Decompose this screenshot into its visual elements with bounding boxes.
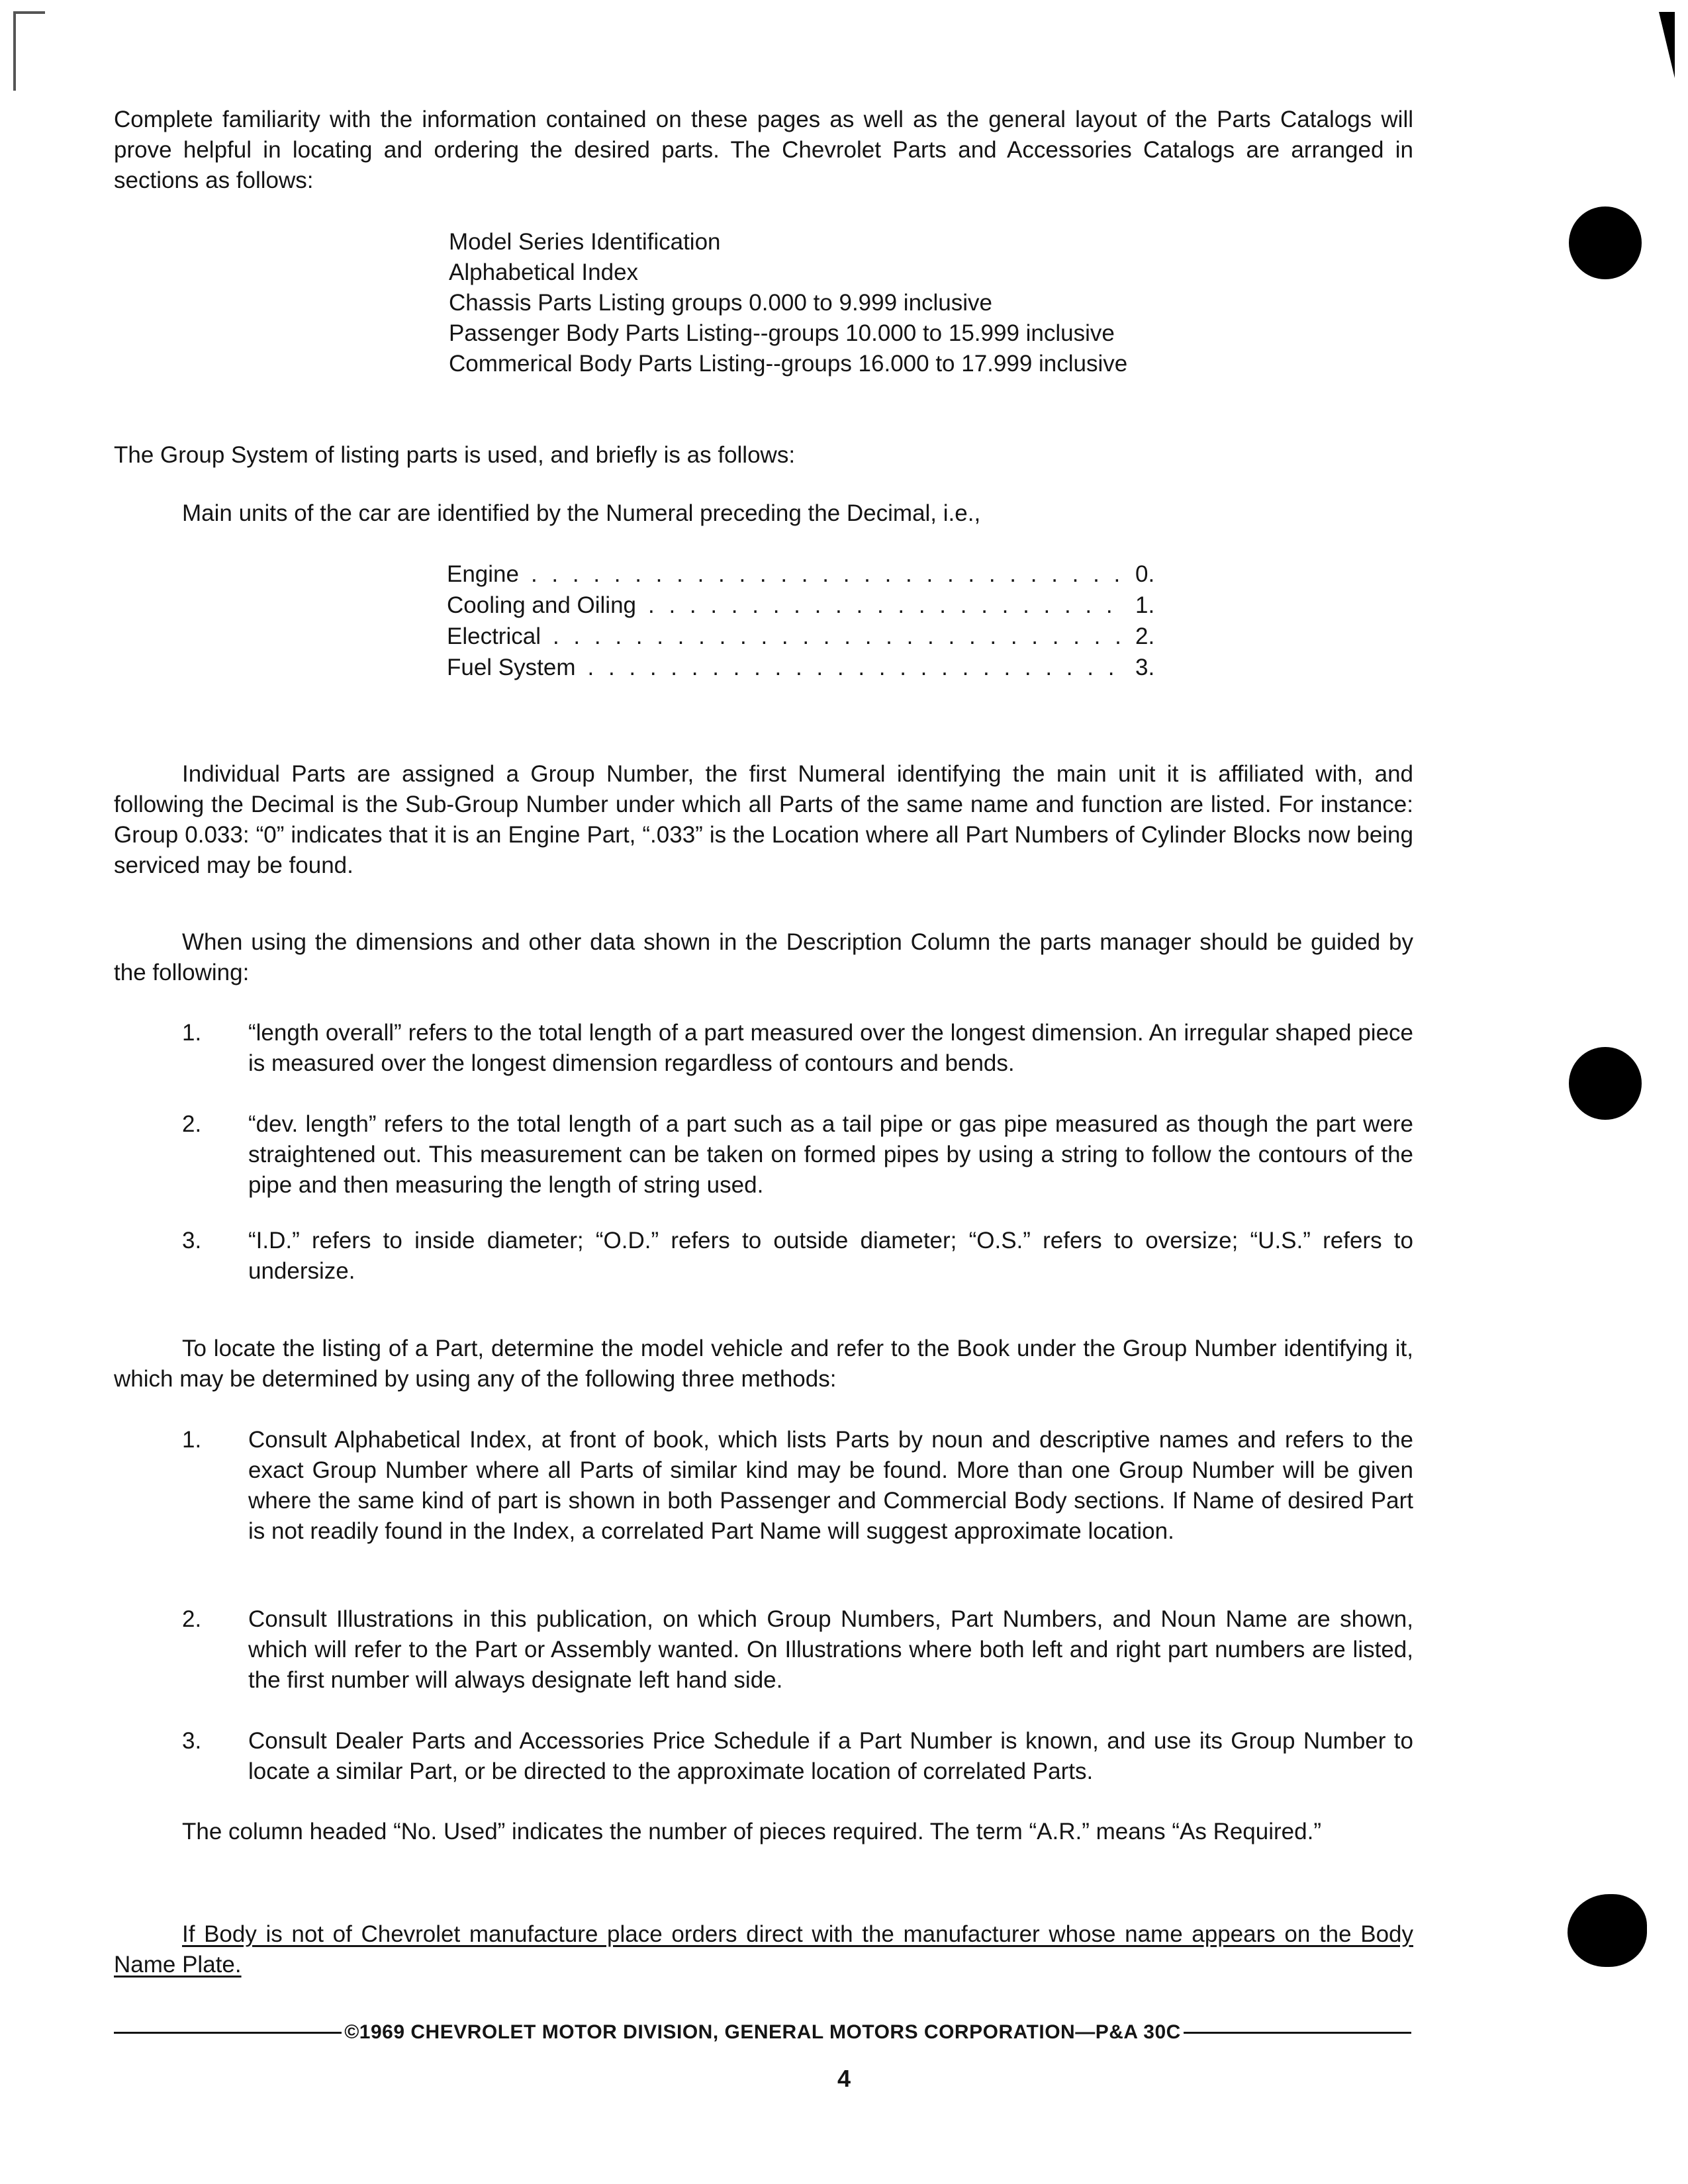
main-unit-name: Engine [447, 561, 519, 587]
group-system-intro: The Group System of listing parts is used, and briefly is as follows: [114, 442, 796, 468]
section-item: Chassis Parts Listing groups 0.000 to 9.999 inclusive [449, 290, 993, 316]
dot-leader [553, 621, 1126, 652]
locate-method-item [182, 1425, 1413, 1547]
main-unit-row [447, 653, 1162, 684]
main-unit-row [447, 559, 1162, 590]
locate-intro: To locate the listing of a Part, determine the model vehicle and refer to the Book under the Group Number identifying it, which may be determined by using any of the following three methods: [114, 1336, 1413, 1392]
scan-corner-mark [13, 11, 16, 91]
list-text: Consult Alphabetical Index, at front of book, which lists Parts by noun and descriptive names and refers to the exact Group Number where all Parts of similar kind may be found. More than one Group Number will be given where the same kind of part is shown in both Passenger and Commercial Body sections. If Name of desired Part is not readily found in the Index, a correlated Part Name will suggest approximate location. [248, 1427, 1413, 1544]
catalog-sections-list [449, 227, 1127, 379]
dimension-rule-item [182, 1018, 1413, 1079]
dot-leader [648, 590, 1126, 621]
dot-leader [531, 559, 1126, 590]
main-unit-number: 1. [1135, 592, 1155, 618]
dimensions-intro: When using the dimensions and other data shown in the Description Column the parts manager should be guided by the following: [114, 929, 1413, 985]
list-text: Consult Illustrations in this publication, on which Group Numbers, Part Numbers, and Noun Name are shown, which will refer to the Part or Assembly wanted. On Illustrations where both left and right part numbers are listed, the first number will always designate left hand side. [248, 1606, 1413, 1693]
section-item: Alphabetical Index [449, 259, 639, 285]
main-unit-name: Fuel System [447, 655, 576, 680]
main-units-table [447, 559, 1162, 684]
section-item: Model Series Identification [449, 229, 721, 255]
individual-parts-paragraph: Individual Parts are assigned a Group Number, the first Numeral identifying the main unit it is affiliated with, and following the Decimal is the Sub-Group Number under which all Parts of the same name and function are listed. For instance: Group 0.033: “0” indicates that it is an Engine Part, “.033” is the Location where all Part Numbers of Cylinder Blocks now being serviced may be found. [114, 761, 1413, 878]
dimension-rule-item [182, 1109, 1413, 1201]
locate-method-item [182, 1726, 1413, 1787]
section-item: Commerical Body Parts Listing--groups 16.000 to 17.999 inclusive [449, 351, 1128, 377]
main-units-intro: Main units of the car are identified by the Numeral preceding the Decimal, i.e., [182, 500, 981, 526]
list-text: “I.D.” refers to inside diameter; “O.D.” refers to outside diameter; “O.S.” refers to oversize; “U.S.” refers to undersize. [248, 1228, 1413, 1284]
no-used-paragraph: The column headed “No. Used” indicates the number of pieces required. The term “A.R.” means “As Required.” [182, 1819, 1321, 1844]
list-number: 2. [182, 1111, 202, 1137]
list-text: “length overall” refers to the total length of a part measured over the longest dimension. An irregular shaped piece is measured over the longest dimension regardless of contours and bends. [248, 1020, 1413, 1076]
footer-rule [1184, 2032, 1411, 2034]
list-number: 3. [182, 1728, 202, 1754]
main-unit-number: 2. [1135, 623, 1155, 649]
locate-method-item [182, 1604, 1413, 1696]
list-text: “dev. length” refers to the total length of a part such as a tail pipe or gas pipe measured as though the part were straightened out. This measurement can be taken on formed pipes by using a string to follow the contours of the pipe and then measuring the length of string used. [248, 1111, 1413, 1198]
scan-edge-mark [1643, 12, 1675, 78]
intro-paragraph: Complete familiarity with the information contained on these pages as well as the general layout of the Parts Catalogs will prove helpful in locating and ordering the desired parts. The Chevrolet Parts and Accessories Catalogs are arranged in sections as follows: [114, 107, 1413, 193]
list-number: 3. [182, 1228, 202, 1253]
dot-leader [588, 653, 1127, 683]
main-unit-number: 3. [1135, 655, 1155, 680]
binder-hole [1569, 1047, 1642, 1120]
main-unit-name: Cooling and Oiling [447, 592, 637, 618]
binder-hole [1569, 206, 1642, 279]
list-number: 1. [182, 1020, 202, 1046]
binder-hole [1568, 1894, 1647, 1967]
dimension-rule-item [182, 1226, 1413, 1287]
main-unit-row [447, 590, 1162, 621]
copyright-footer [114, 2017, 1411, 2048]
page-number: 4 [837, 2065, 851, 2092]
main-unit-number: 0. [1135, 561, 1155, 587]
list-number: 2. [182, 1606, 202, 1632]
list-number: 1. [182, 1427, 202, 1453]
scan-corner-mark [13, 11, 45, 14]
main-unit-row [447, 621, 1162, 653]
body-note: If Body is not of Chevrolet manufacture place orders direct with the manufacturer whose name appears on the Body Name Plate. [114, 1921, 1413, 1978]
copyright-text: ©1969 CHEVROLET MOTOR DIVISION, GENERAL MOTORS CORPORATION—P&A 30C [344, 2021, 1181, 2043]
footer-rule [114, 2032, 342, 2034]
list-text: Consult Dealer Parts and Accessories Price Schedule if a Part Number is known, and use its Group Number to locate a similar Part, or be directed to the approximate location of correlated Parts. [248, 1728, 1413, 1784]
section-item: Passenger Body Parts Listing--groups 10.000 to 15.999 inclusive [449, 320, 1115, 346]
main-unit-name: Electrical [447, 623, 541, 649]
